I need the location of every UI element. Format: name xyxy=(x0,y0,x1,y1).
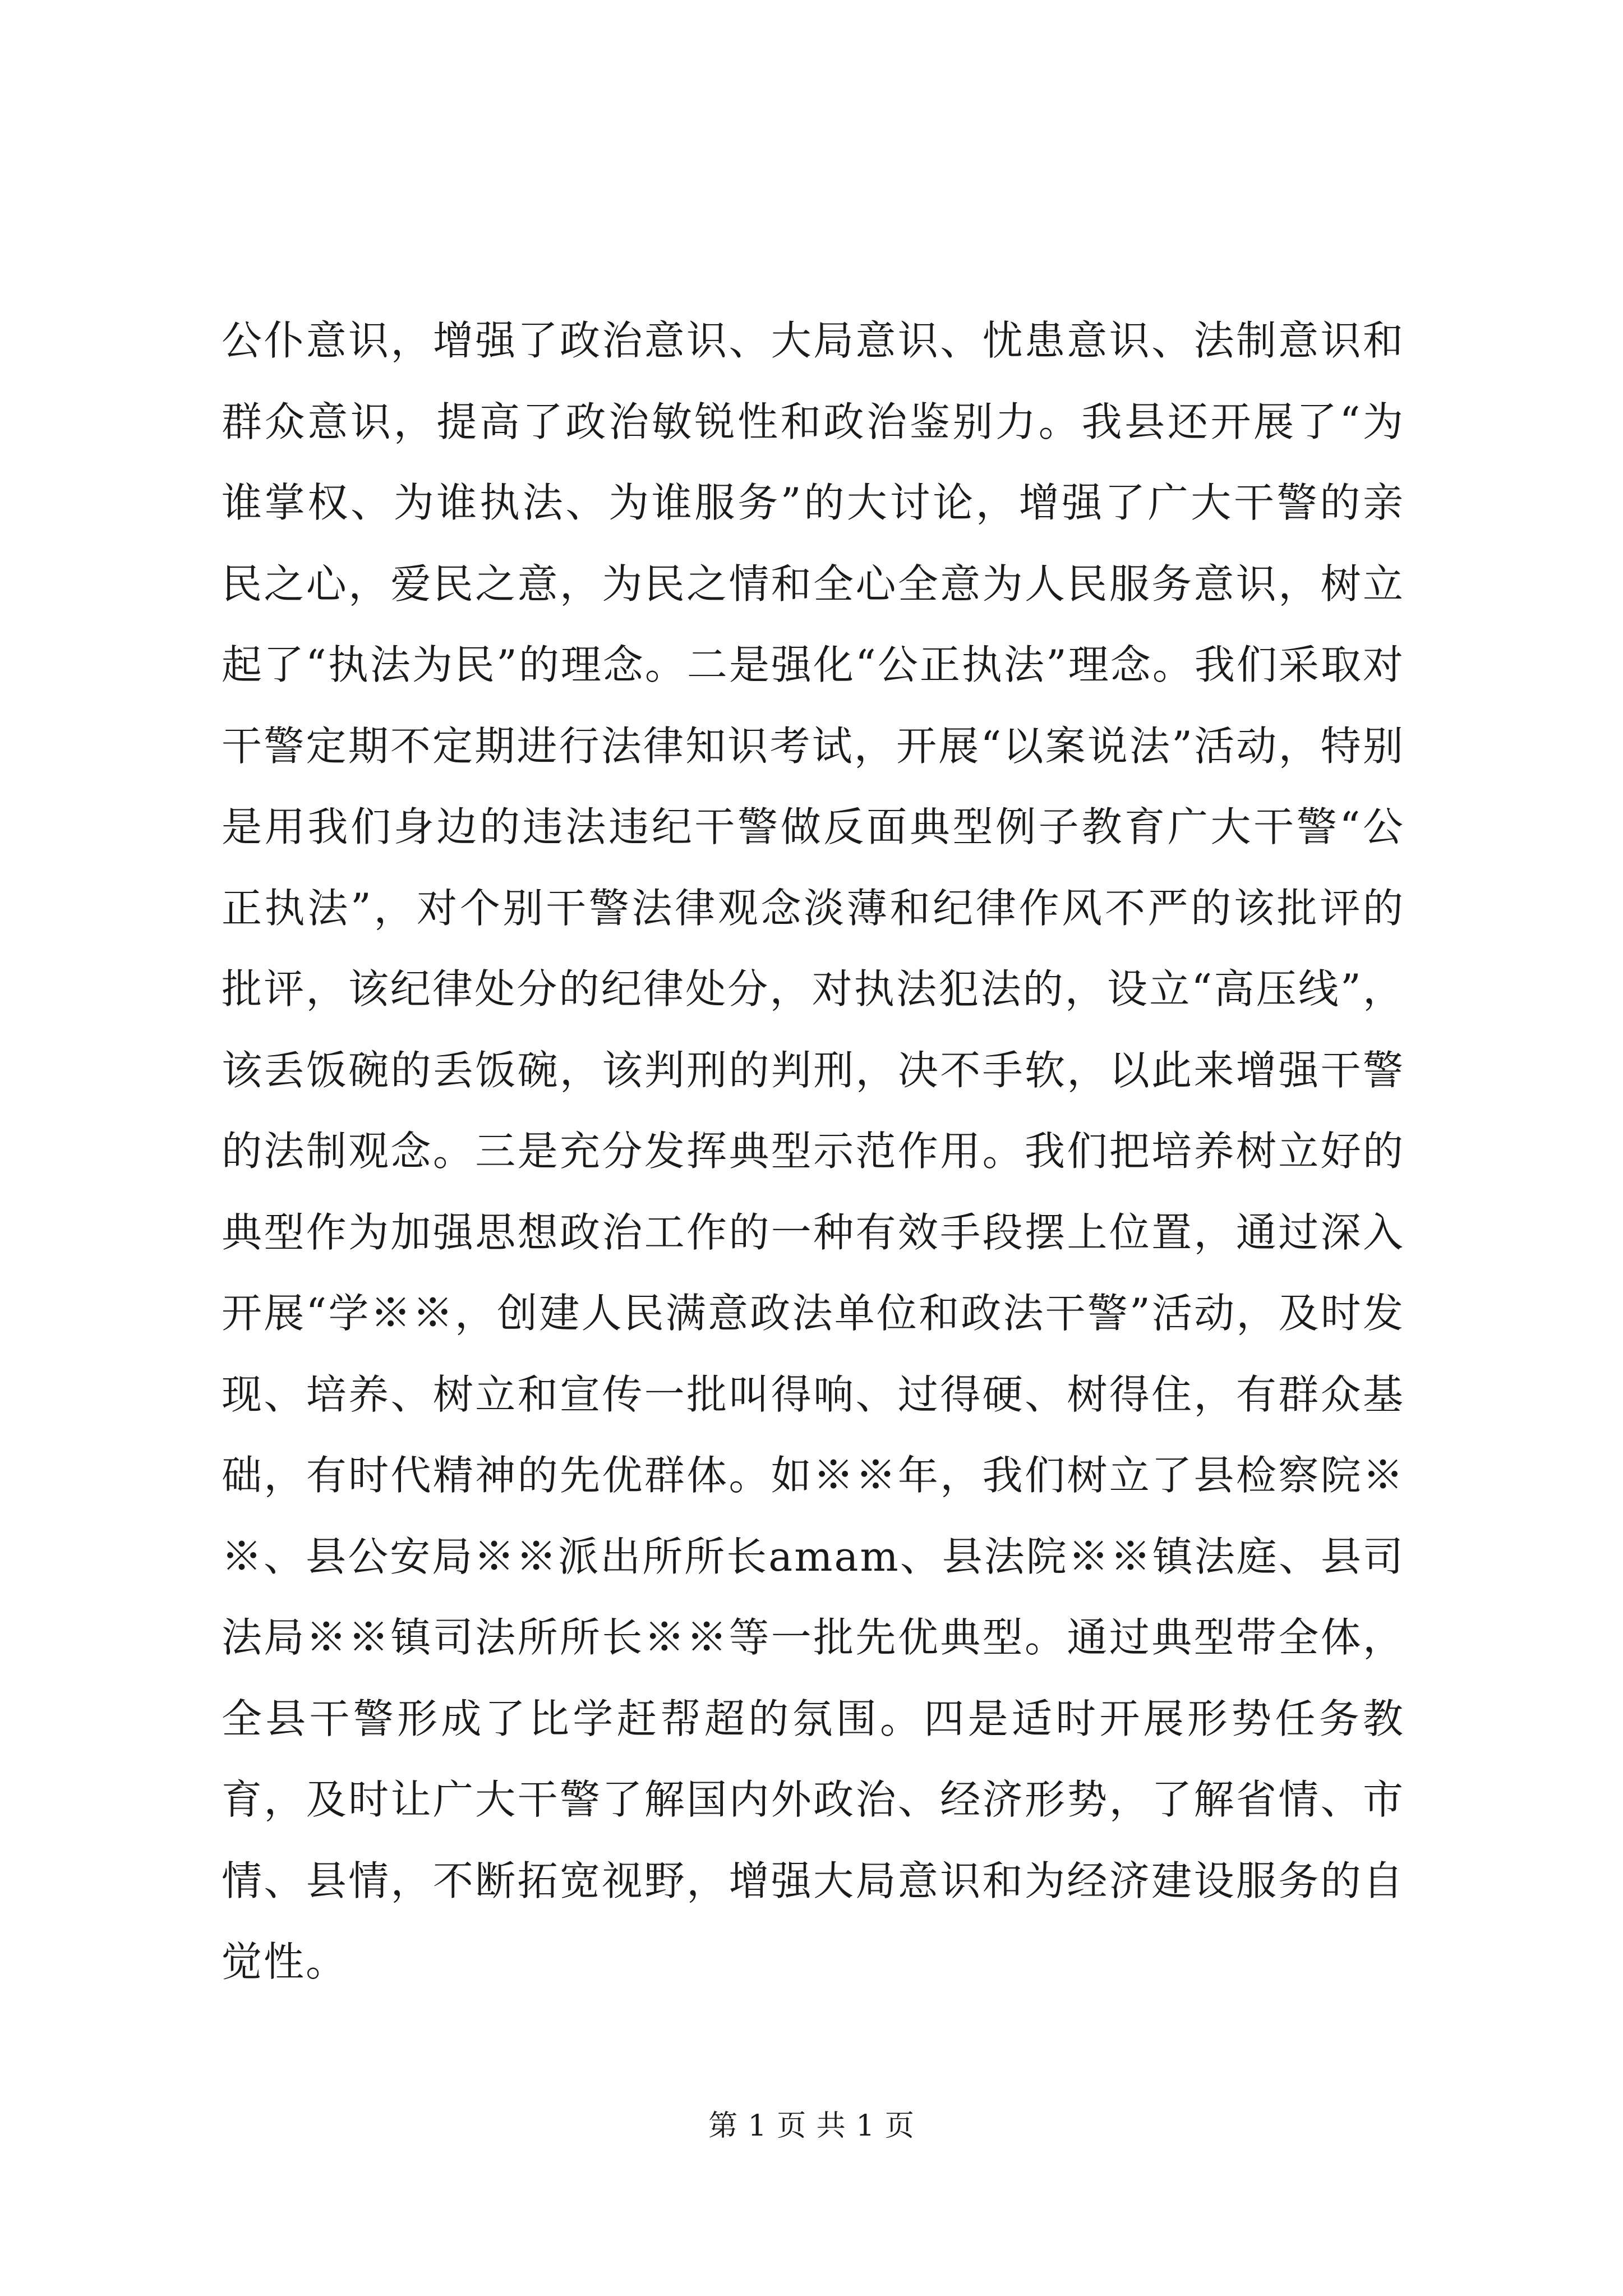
body-paragraph: 公仆意识，增强了政治意识、大局意识、忧患意识、法制意识和群众意识，提高了政治敏锐性和政治鉴别力。我县还开展了“为谁掌权、为谁执法、为谁服务”的大讨论，增强了广大干警的亲民之心，爱民之意，为民之情和全心全意为人民服务意识，树立起了“执法为民”的理念。二是强化“公正执法”理念。我们采取对干警定期不定期进行法律知识考试，开展“以案说法”活动，特别是用我们身边的违法违纪干警做反面典型例子教育广大干警“公正执法”，对个别干警法律观念淡薄和纪律作风不严的该批评的批评，该纪律处分的纪律处分，对执法犯法的，设立“高压线”，该丢饭碗的丢饭碗，该判刑的判刑，决不手软，以此来增强干警的法制观念。三是充分发挥典型示范作用。我们把培养树立好的典型作为加强思想政治工作的一种有效手段摆上位置，通过深入开展“学※※，创建人民满意政法单位和政法干警”活动，及时发现、培养、树立和宣传一批叫得响、过得硬、树得住，有群众基础，有时代精神的先优群体。如※※年，我们树立了县检察院※※、县公安局※※派出所所长amam、县法院※※镇法庭、县司法局※※镇司法所所长※※等一批先优典型。通过典型带全体，全县干警形成了比学赶帮超的氛围。四是适时开展形势任务教育，及时让广大干警了解国内外政治、经济形势，了解省情、市情、县情，不断拓宽视野，增强大局意识和为经济建设服务的自觉性。 xyxy=(222,317,1405,1985)
page-number-footer: 第 1 页 共 1 页 xyxy=(708,2109,915,2143)
